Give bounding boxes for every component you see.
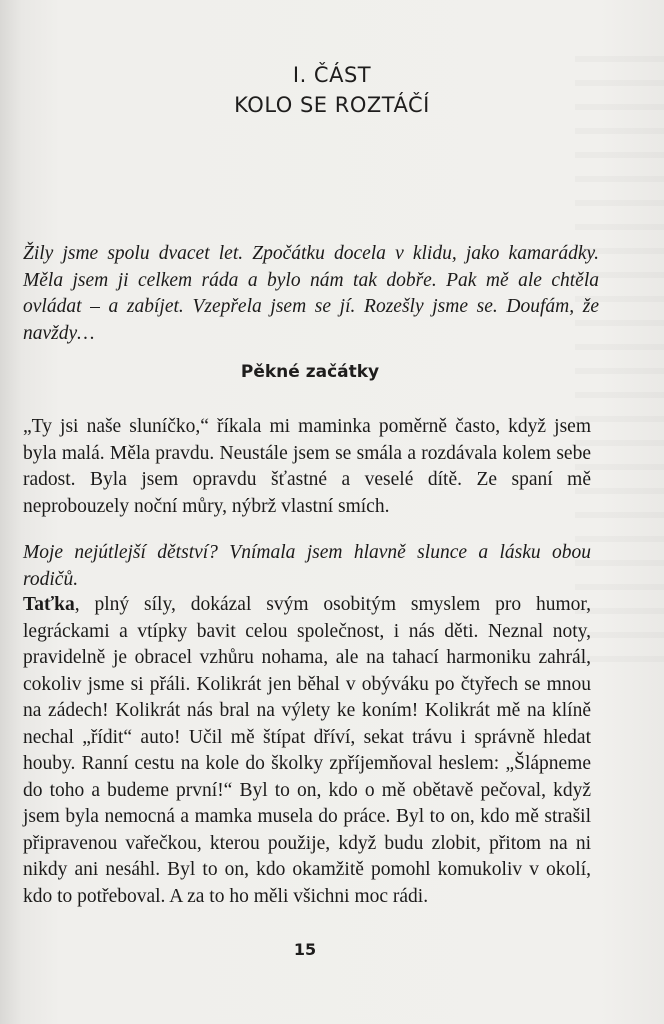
part-label: I. ČÁST <box>292 63 372 87</box>
intro-epigraph: Žily jsme spolu dvacet let. Zpočátku docela v klidu, jako kamarádky. Měla jsem ji celkem ráda a bylo nám tak dobře. Pak mě ale chtěla ovládat – a zabíjet. Vzepřela jsem se jí. Rozešly jsme se. Doufám, že navždy… <box>23 243 599 344</box>
paragraph-3 <box>23 592 591 910</box>
part-heading <box>0 60 664 120</box>
paragraph-2: Moje nejútlejší dětství? Vnímala jsem hlavně slunce a lásku obou rodičů. <box>23 542 591 590</box>
paragraph-1: „Ty jsi naše sluníčko,“ říkala mi maminka poměrně často, když jsem byla malá. Měla pravdu. Neustále jsem se smála a rozdávala kolem sebe radost. Byla jsem opravdu šťastné a veselé dítě. Ze spaní mě neprobouzely noční můry, nýbrž vlastní smích. <box>23 416 591 517</box>
paragraph-3-lead: Taťka <box>23 594 75 615</box>
page-number: 15 <box>293 940 317 959</box>
paragraph-3-text: , plný síly, dokázal svým osobitým smyslem pro humor, legráckami a vtípky bavit celou společnost, i nás děti. Neznal noty, pravidelně je obracel vzhůru nohama, ale na tahací harmoniku zahrál, cokoliv jsme si přáli. Kolikrát jen běhal v obýváku po čtyřech se mnou na zádech! Kolikrát nás bral na výlety ke koním! Kolikrát mě na klíně nechal „řídit“ auto! Učil mě štípat dříví, sekat trávu i správně hledat houby. Ranní cestu na kole do školky zpříjemňoval heslem: „Šlápneme do toho a budeme první!“ Byl to on, kdo o mě obětavě pečoval, když jsem byla nemocná a mamka musela do práce. Byl to on, kdo mě strašil připravenou vařečkou, kterou použije, když budu zlobit, přitom na ni nikdy ani nesáhl. Byl to on, kdo okamžitě pomohl komukoliv v okolí, kdo to potřeboval. A za to ho měli všichni moc rádi. <box>23 594 591 907</box>
section-title: Pěkné začátky <box>240 362 380 382</box>
part-title: KOLO SE ROZTÁČÍ <box>234 93 430 117</box>
